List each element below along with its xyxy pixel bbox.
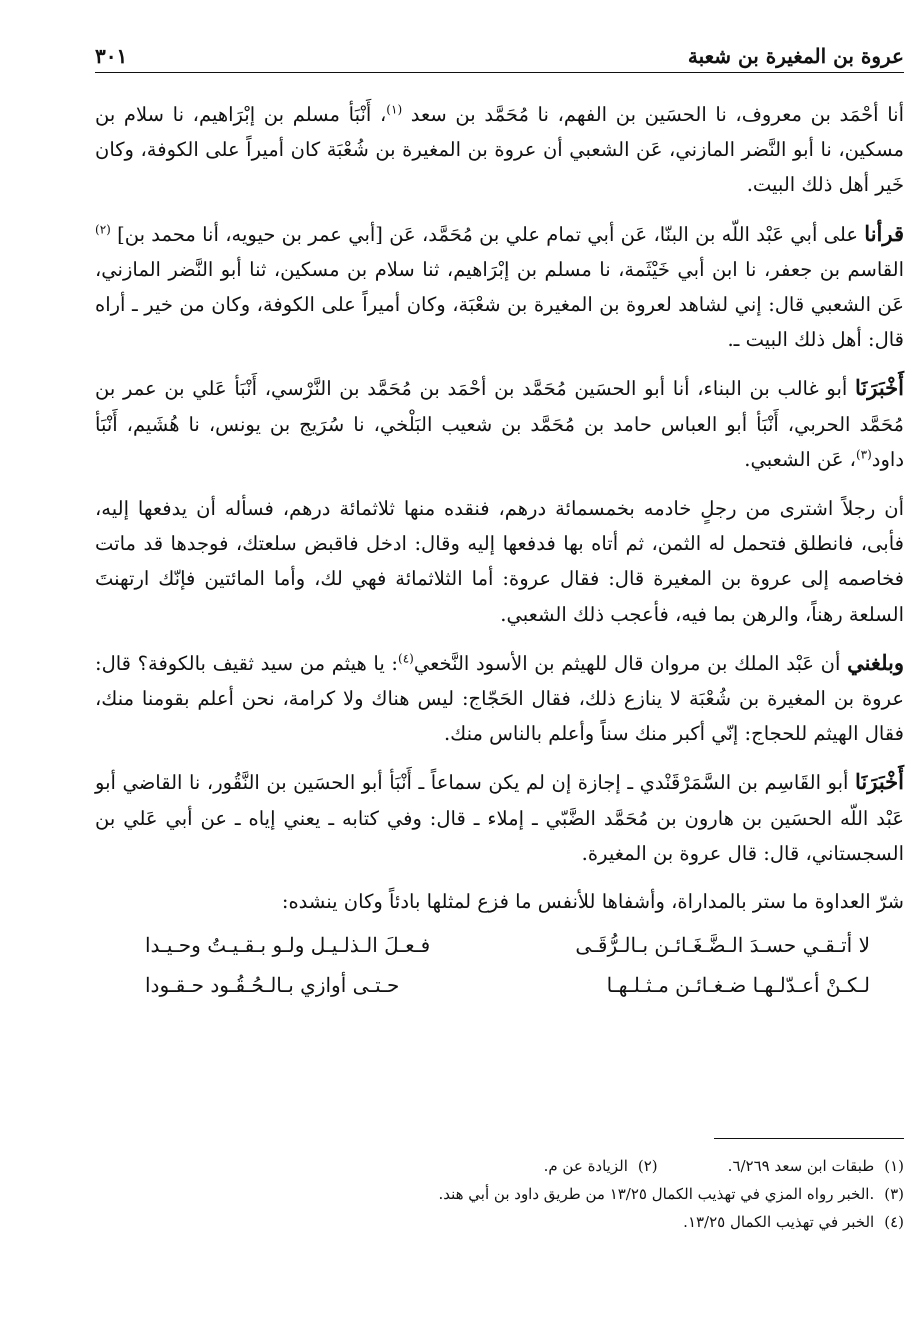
- verse-hemistich-first: لا أتـقـي حسـدَ الـضَّـغَـائـن بـالـرُّقَـى: [575, 933, 870, 958]
- verse-line-2: [95, 965, 904, 1005]
- running-head: [95, 34, 904, 68]
- paragraph-text: أبو القَاسِم بن السَّمَرْقَنْدي ـ إجازة إن لم يكن سماعاً ـ أَنْبَأ أبو الحسَين بن النَّقُور، نا القاضي أبو عَبْد اللّه الحسَين بن هارون بن مُحَمَّد الضَّبّي ـ إملاء ـ قال: وفي كتابه ـ يعني إياه ـ عن أبي عَلي بن السجستاني، قال: قال عروة بن المغيرة.: [95, 771, 904, 865]
- paragraph-3: [95, 370, 904, 477]
- paragraph-lead: وبلغني: [847, 649, 905, 675]
- footnote-number: (٤): [884, 1213, 904, 1231]
- paragraph-2: [95, 216, 904, 358]
- footnote-ref-2: (٢): [95, 222, 111, 237]
- verse-hemistich-first: لـكـنْ أعـدّلـهـا ضـغـائـن مـثـلـهـا: [606, 973, 870, 998]
- verse-line-1: [95, 925, 904, 965]
- footnotes: [95, 1152, 904, 1236]
- paragraph-text: ، عَن الشعبي.: [744, 447, 856, 471]
- footnote-text: .الخبر رواه المزي في تهذيب الكمال ١٣/٢٥ من طريق داود بن أبي هند.: [438, 1185, 875, 1203]
- footnote-2: [544, 1152, 658, 1180]
- footnote-text: طبقات ابن سعد ٦/٢٦٩.: [727, 1157, 875, 1175]
- paragraph-text: أن رجلاً اشترى من رجلٍ خادمه بخمسمائة درهم، فنقده منها ثلاثمائة درهم، فسأله أن يدفعها إليه، فأبى، فانطلق فتحمل له الثمن، ثم أتاه بها فدفعها إليه وقال: ادخل فاقبض سلعتك، فوجدها قد ماتت فخاصمه إلى عروة بن المغيرة قال: فقال عروة: أما الثلاثمائة فهي لك، وأما المائتين فإنّك ارتهنتَ السلعة رهناً، والرهن بما فيه، فأعجب ذلك الشعبي.: [95, 497, 904, 626]
- footnote-row: [95, 1208, 904, 1236]
- footnote-number: (٢): [637, 1157, 658, 1175]
- paragraph-4: [95, 490, 904, 632]
- paragraph-lead: قرأنا: [864, 220, 904, 246]
- verse-hemistich-second: حـتـى أوازي بـالـحُـقُـود حـقـودا: [145, 973, 400, 998]
- paragraph-text: ، أَنْبَأ مسلم بن إبْرَاهيم، نا سلام بن مسكين، نا أبو النَّضر المازني، عَن الشعبي أن عروة بن المغيرة بن شُعْبَة كان أميراً على الكوفة، وكان خَير أهل ذلك البيت.: [95, 103, 904, 197]
- page-number: ٣٠١: [95, 44, 128, 68]
- footnotes-divider: [714, 1138, 904, 1139]
- footnote-text: الزيادة عن م.: [543, 1157, 628, 1175]
- footnote-3: [438, 1180, 904, 1208]
- footnote-text: الخبر في تهذيب الكمال ١٣/٢٥.: [683, 1213, 875, 1231]
- footnote-ref-3: (٣): [855, 447, 872, 462]
- footnote-number: (٣): [884, 1185, 904, 1203]
- verse-hemistich-second: فـعـلَ الـذلـيـل ولـو بـقـيـتُ وحـيـدا: [145, 933, 431, 958]
- header-divider: [95, 72, 904, 73]
- paragraph-lead: أَخْبَرَنَا: [855, 769, 904, 795]
- paragraph-5: [95, 645, 904, 752]
- paragraph-lead: أَخْبَرَنَا: [855, 375, 904, 401]
- paragraph-text: أنا أحْمَد بن معروف، نا الحسَين بن الفهم، نا مُحَمَّد بن سعد: [402, 103, 904, 126]
- verse-intro: شرّ العداوة ما ستر بالمداراة، وأشفاها للأنفس ما فزع لمثلها بادئاً وكان ينشده:: [281, 890, 904, 914]
- footnote-row: [95, 1180, 904, 1208]
- paragraph-text: أن عَبْد الملك بن مروان قال للهيثم بن الأسود النَّخعي: [413, 651, 848, 675]
- paragraph-6: [95, 764, 904, 871]
- paragraph-text: القاسم بن جعفر، نا ابن أبي خَيْثَمة، نا مسلم بن إبْرَاهيم، ثنا سلام بن مسكين، ثنا أبو النَّضر المازني، عَن الشعبي قال: إني لشاهد لعروة بن المغيرة بن شعْبَة، وكان أميراً على الكوفة، وكان من خير ـ أراه قال: أهل ذلك البيت ـ.: [95, 257, 904, 352]
- main-text: [95, 96, 904, 1005]
- paragraph-1: [95, 96, 904, 203]
- footnote-1: [728, 1152, 904, 1180]
- footnote-4: [683, 1208, 904, 1236]
- paragraph-text: أبو غالب بن البناء، أنا أبو الحسَين مُحَمَّد بن أحْمَد بن مُحَمَّد بن النَّرْسي، أَنْبَأ عَلي بن عمر بن مُحَمَّد الحربي، أَنْبَأ أبو العباس حامد بن مُحَمَّد بن شعيب البَلْخي، نا سُرَيج بن يونس، نا هُشَيم، أَنْبَأ داود: [95, 377, 904, 471]
- footnote-number: (١): [884, 1157, 904, 1175]
- paragraph-text: على أبي عَبْد اللّه بن البنّا، عَن أبي تمام علي بن مُحَمَّد، عَن [أبي عمر بن حيويه، أنا محمد بن]: [110, 222, 865, 246]
- page-title: عروة بن المغيرة بن شعبة: [687, 44, 904, 68]
- footnote-ref-1: (١): [386, 102, 403, 117]
- paragraph-text: : يا هيثم من سيد ثقيف بالكوفة؟ قال: عروة بن المغيرة بن شُعْبَة لا ينازع ذلك، فقال الحَجّاج: ليس هناك ولا كرامة، نحن أعلم بقومنا منك، فقال الهيثم للحجاج: إنّي أكبر منك سناً وأعلم بالناس منك.: [95, 651, 904, 746]
- footnote-ref-4: (٤): [398, 651, 414, 666]
- footnote-row: [95, 1152, 904, 1180]
